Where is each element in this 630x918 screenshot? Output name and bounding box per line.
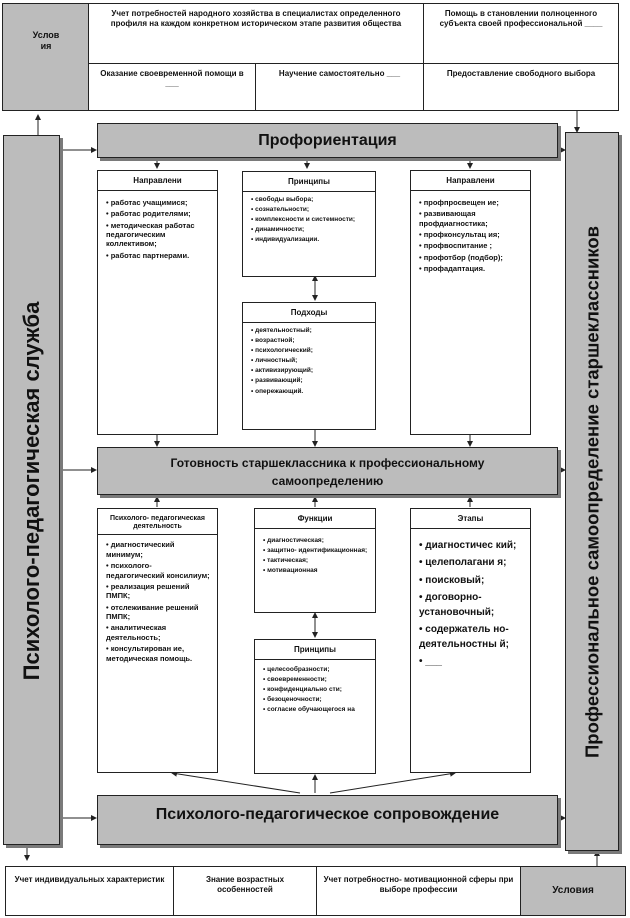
list-item: • психологический; <box>251 347 369 355</box>
bottom-conditions-label-cell <box>521 867 625 915</box>
list-item: • профотбор (подбор); <box>419 253 524 262</box>
list-item: • целесообразности; <box>263 666 369 674</box>
list-item: • договорно- установочный; <box>419 591 524 620</box>
list-item: • активизирующий; <box>251 367 369 375</box>
support-stages-list <box>411 529 530 670</box>
list-item: • опережающий. <box>251 388 369 396</box>
list-item: • тактическая; <box>263 557 369 565</box>
list-item: • диагностический минимум; <box>106 540 211 559</box>
top-conditions-table <box>2 3 619 111</box>
support-functions-box <box>254 508 376 613</box>
approaches-title: Подходы <box>243 303 375 323</box>
list-item: • профвоспитание ; <box>419 241 524 250</box>
top-conditions-label-cell <box>3 4 89 110</box>
principles-title: Принципы <box>243 172 375 192</box>
condition-self-learning: Научение самостоятельно ___ <box>256 64 424 110</box>
top-conditions-label: Услов ия <box>32 30 60 51</box>
bottom-conditions-table <box>5 866 626 916</box>
support-functions-list <box>255 529 375 576</box>
condition-subject-formation: Помощь в становлении полноценного субъекта своей профессиональной ____ <box>424 4 618 64</box>
principles-box <box>242 171 376 277</box>
list-item: • динамичности; <box>251 226 369 234</box>
list-item: • профконсультац ия; <box>419 230 524 239</box>
list-item: • отслеживание решений ПМПК; <box>106 603 211 622</box>
list-item: • целеполагани я; <box>419 556 524 571</box>
list-item: • своевременности; <box>263 676 369 684</box>
list-item: • согласие обучающегося на <box>263 706 369 714</box>
readiness-title: Готовность старшеклассника к профессиональному самоопределению <box>170 456 485 488</box>
support-activity-box <box>97 508 218 773</box>
support-principles-list <box>255 660 375 715</box>
condition-individual: Учет индивидуальных характеристик <box>6 867 174 915</box>
list-item: • деятельностный; <box>251 327 369 335</box>
list-item: • развивающий; <box>251 377 369 385</box>
list-item: • поисковый; <box>419 574 524 589</box>
list-item: • психолого- педагогический консилиум; <box>106 561 211 580</box>
support-activity-title: Психолого- педагогическая деятельность <box>98 509 217 535</box>
readiness-block <box>97 447 558 495</box>
principles-list <box>243 192 375 245</box>
list-item: • методическая работас педагогическим коллективом; <box>106 221 211 249</box>
list-item: • работас партнерами. <box>106 251 211 260</box>
list-item: • ___ <box>419 655 524 670</box>
list-item: • диагностическая; <box>263 537 369 545</box>
support-stages-box <box>410 508 531 773</box>
list-item: • профпросвещен ие; <box>419 198 524 207</box>
condition-economy-needs: Учет потребностей народного хозяйства в специалистах определенного профиля на каждом конкретном историческом этапе развития общества <box>89 4 424 64</box>
list-item: • сознательности; <box>251 206 369 214</box>
list-item: • безоценочности; <box>263 696 369 704</box>
list-item: • защитно- идентификационная; <box>263 547 369 555</box>
list-item: • возрастной; <box>251 337 369 345</box>
support-stages-title: Этапы <box>411 509 530 529</box>
directions-right-box <box>410 170 531 435</box>
list-item: • диагностичес кий; <box>419 539 524 554</box>
directions-left-box <box>97 170 218 435</box>
professional-self-determination <box>565 132 619 851</box>
psych-ped-service-label: Психолого-педагогическая служба <box>19 301 44 681</box>
approaches-box <box>242 302 376 430</box>
professional-self-determination-label: Профессиональное самоопределение старшеклассников <box>581 225 603 759</box>
list-item: • профадаптация. <box>419 264 524 273</box>
directions-right-list <box>411 191 530 274</box>
support-block <box>97 795 558 845</box>
condition-free-choice: Предоставление свободного выбора <box>446 69 596 78</box>
list-item: • содержатель но- деятельностны й; <box>419 623 524 652</box>
list-item: • развивающая профдиагностика; <box>419 209 524 228</box>
bottom-conditions-label: Условия <box>552 885 594 896</box>
list-item: • комплексности и системности; <box>251 216 369 224</box>
support-title: Психолого-педагогическое сопровождение <box>155 806 500 823</box>
support-principles-box <box>254 639 376 774</box>
directions-left-title: Направлени <box>98 171 217 191</box>
proforientation-block <box>97 123 558 158</box>
condition-age-features: Знание возрастных особенностей <box>174 867 317 915</box>
condition-timely-help: Оказание своевременной помощи в ___ <box>89 64 256 110</box>
condition-motivation: Учет потребностно- мотивационной сферы при выборе профессии <box>317 867 521 915</box>
support-functions-title: Функции <box>255 509 375 529</box>
directions-left-list <box>98 191 217 260</box>
proforientation-title: Профориентация <box>258 132 397 149</box>
list-item: • работас учащимися; <box>106 198 211 207</box>
list-item: • свободы выбора; <box>251 196 369 204</box>
approaches-list <box>243 323 375 396</box>
psych-ped-service <box>3 135 60 845</box>
list-item: • реализация решений ПМПК; <box>106 582 211 601</box>
list-item: • консультирован ие, методическая помощь. <box>106 644 211 663</box>
support-activity-list <box>98 535 217 663</box>
list-item: • индивидуализации. <box>251 236 369 244</box>
list-item: • работас родителями; <box>106 209 211 218</box>
list-item: • аналитическая деятельность; <box>106 623 211 642</box>
support-principles-title: Принципы <box>255 640 375 660</box>
list-item: • конфиденциально сти; <box>263 686 369 694</box>
directions-right-title: Направлени <box>411 171 530 191</box>
list-item: • мотивационная <box>263 567 369 575</box>
list-item: • личностный; <box>251 357 369 365</box>
